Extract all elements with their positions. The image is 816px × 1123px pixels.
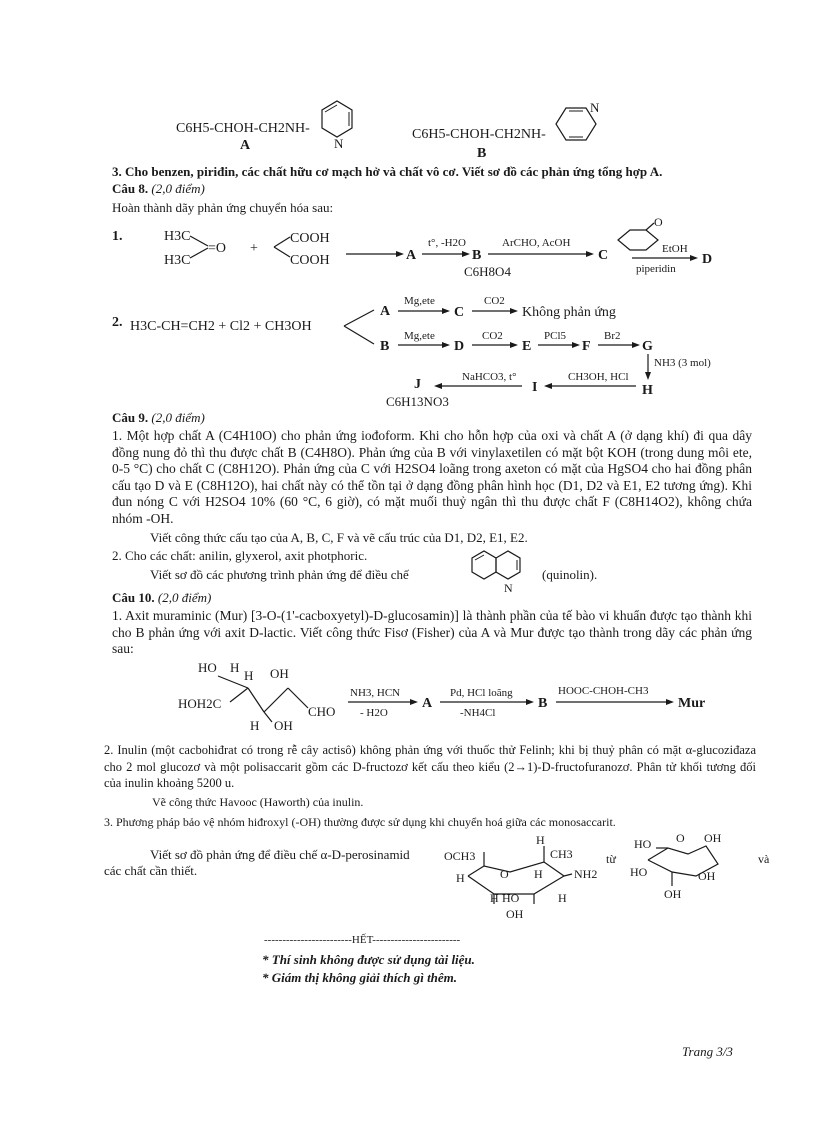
q8-r1-b-formula: C6H8O4 — [464, 264, 511, 279]
q8-r1-cond-cd-bot: piperidin — [636, 263, 676, 275]
q8-r2-B: B — [380, 339, 390, 354]
q8-points: (2,0 điểm) — [151, 181, 205, 196]
sugar-h2: H — [244, 668, 254, 683]
pero-och3: OCH3 — [444, 849, 476, 863]
pero-h-b2: H — [558, 891, 567, 905]
q8-r1-carbonyl: =O — [208, 241, 227, 256]
q8-r1-ch3-bot: H3C — [164, 253, 191, 268]
compound-a-formula: C6H5-CHOH-CH2NH- — [176, 121, 310, 136]
q8-r2-D: D — [454, 339, 465, 354]
note-1: * Thí sinh không được sử dụng tài liệu. — [262, 952, 475, 967]
q10-B: B — [538, 696, 548, 711]
q10-part3c: các chất cần thiết. — [104, 863, 198, 878]
q8-r2-cond-ac: Mg,ete — [404, 295, 435, 307]
q10-heading — [112, 590, 211, 606]
pero-h-mid: H — [534, 867, 543, 881]
pero-nh2: NH2 — [574, 867, 598, 881]
q10-reaction-scheme — [178, 658, 738, 738]
sugar-hoh2c: HOH2C — [178, 696, 222, 711]
q8-r2-E: E — [522, 339, 532, 354]
perosinamid-structure — [444, 832, 614, 922]
compound-b-formula: C6H5-CHOH-CH2NH- — [412, 127, 546, 142]
glu-oh-top: OH — [704, 831, 722, 845]
pero-o: O — [500, 867, 509, 881]
q10-title: Câu 10. — [112, 590, 155, 605]
glucose-structure — [626, 828, 756, 908]
pero-oh: OH — [506, 907, 524, 921]
pero-h-b1: H — [490, 891, 499, 905]
q8-heading — [112, 181, 205, 197]
q8-r2-reactants: H3C-CH=CH2 + Cl2 + CH3OH — [130, 319, 312, 334]
pyridine-n-a: N — [334, 136, 344, 151]
q8-r2-cond-fg: Br2 — [604, 330, 621, 342]
q10-part1: 1. Axit muraminic (Mur) [3-O-(1'-cacboxyetyl)-D-glucosamin)] là thành phần của tế bào vi khuẩn được tạo thành khi cho B phản ứng với axit D-lactic. Viết công thức Fisơ (Fisher) của A và Mur được tạo thành trong dãy các phản ứng sau: — [112, 608, 752, 656]
q8-r1-ketone-o: O — [654, 215, 663, 229]
note-2: * Giám thị không giải thích gì thêm. — [262, 970, 458, 985]
q8-r2-num: 2. — [112, 315, 123, 330]
q8-r2-j-formula: C6H13NO3 — [386, 394, 449, 409]
sugar-h3: H — [250, 718, 260, 733]
q10-cond1-bot: - H2O — [360, 707, 388, 719]
q8-reaction-2 — [112, 292, 732, 410]
from-word: từ — [606, 852, 616, 866]
q8-r2-C: C — [454, 305, 465, 320]
q10-part2: 2. Inulin (một cacbohiđrat có trong rễ cây actisô) không phản ứng với thuốc thử Felinh; khi bị thuỷ phân có mặt α-glucoziđaza cho 2 mol glucozơ và một polisaccarit gồm các D-fructozơ kết cấu theo kiểu (2→1)-D-fructofuranozơ. Phân tử khối tương đối của inulin khoảng 5200 u. — [104, 743, 756, 790]
q8-r2-H: H — [642, 383, 653, 398]
q10-mur: Mur — [678, 696, 706, 711]
q8-r2-cond-de: CO2 — [482, 330, 503, 342]
q9-part2b: Viết sơ đồ các phương trình phản ứng để điều chế — [150, 567, 409, 582]
q8-title: Câu 8. — [112, 181, 149, 196]
pero-ho: HO — [502, 891, 520, 905]
q10-cond2-bot: -NH4Cl — [460, 707, 496, 719]
q10-cond3-top: HOOC-CHOH-CH3 — [558, 685, 649, 697]
q10-A: A — [422, 696, 433, 711]
pyridine-ring-a — [312, 96, 362, 152]
q8-r1-cooh-top: COOH — [290, 231, 330, 246]
q8-r2-cond-gh: NH3 (3 mol) — [654, 357, 711, 369]
sugar-ho: HO — [198, 660, 217, 675]
q9-part2: 2. Cho các chất: anilin, glyxerol, axit photphoric. — [112, 548, 368, 563]
q9-points: (2,0 điểm) — [151, 410, 205, 425]
q8-reaction-1 — [112, 215, 722, 282]
glu-ho-top: HO — [634, 837, 652, 851]
q10-cond1-top: NH3, HCN — [350, 687, 401, 699]
q8-r2-J: J — [414, 377, 421, 392]
sugar-cho: CHO — [308, 704, 336, 719]
q9-heading — [112, 410, 205, 426]
sugar-h1: H — [230, 660, 240, 675]
pyridine-ring-b — [548, 96, 608, 152]
q8-r2-I: I — [532, 380, 538, 395]
glu-ho-left: HO — [630, 865, 648, 879]
pyridine-n-b: N — [590, 100, 600, 115]
q8-r1-cooh-bot: COOH — [290, 253, 330, 268]
q9-title: Câu 9. — [112, 410, 149, 425]
q10-points: (2,0 điểm) — [157, 590, 212, 605]
q8-r2-G: G — [642, 339, 653, 354]
q8-r2-cond-bd: Mg,ete — [404, 330, 435, 342]
quinoline-structure — [466, 548, 546, 598]
q8-r1-cond-ab: t°, -H2O — [428, 237, 467, 249]
glu-oh-right: OH — [698, 869, 716, 883]
q8-r1-plus: + — [250, 241, 258, 256]
q8-r2-cond-c: CO2 — [484, 295, 505, 307]
q8-r1-D: D — [702, 252, 713, 267]
q8-r1-cond-bc: ArCHO, AcOH — [502, 237, 571, 249]
quinoline-n: N — [504, 581, 513, 595]
q8-r2-F: F — [582, 339, 591, 354]
q8-r1-C: C — [598, 248, 609, 263]
q8-r2-A: A — [380, 304, 391, 319]
q8-r1-num: 1. — [112, 229, 123, 244]
glu-o: O — [676, 831, 685, 845]
q7-item3: 3. Cho benzen, piriđin, các chất hữu cơ mạch hở và chất vô cơ. Viết sơ đồ các phản ứng tổng hợp A. — [112, 164, 663, 179]
compound-a-label: A — [240, 138, 251, 153]
q8-r1-B: B — [472, 248, 482, 263]
sugar-oh1: OH — [270, 666, 289, 681]
q10-cond2-top: Pd, HCl loãng — [450, 687, 513, 699]
q8-r2-cond-ef: PCl5 — [544, 330, 567, 342]
and-word: và — [758, 852, 770, 866]
q8-r2-cond-hi: CH3OH, HCl — [568, 371, 629, 383]
pero-ch3: CH3 — [550, 847, 573, 861]
end-line: ------------------------HẾT------------------------ — [264, 934, 461, 946]
q10-part3: 3. Phương pháp bảo vệ nhóm hiđroxyl (-OH) thường được sử dụng khi chuyển hoá giữa các monosaccarit. — [104, 815, 616, 829]
quinoline-label: (quinolin). — [542, 567, 598, 582]
q8-r1-ch3-top: H3C — [164, 229, 191, 244]
pero-h-top: H — [536, 833, 545, 847]
page-number: Trang 3/3 — [682, 1044, 733, 1059]
q9-part1: 1. Một hợp chất A (C4H10O) cho phản ứng iođoform. Khi cho hỗn hợp của oxi và chất A (ở dạng khí) đi qua dây đồng nung đỏ thì thu được chất B (C4H8O). Phản ứng của B với vinylaxetilen có mặt bột KOH (trong dung môi ete, 0-5 °C) cho chất C (C8H12O). Phản ứng của C với H2SO4 loãng trong axeton có mặt của HgSO4 cho hai đồng phân cấu tạo D và E (C8H12O), hai chất này có thể tồn tại ở dạng đồng phân hình học (D1, D2 và E1, E2 tương ứng). Khi đun nóng C với H2SO4 10% (60 °C, 6 giờ), có mặt muối thuỷ ngân thì thu được chất F (C8H14O2), không chứa nhóm -OH. — [112, 428, 752, 526]
q10-part3b: Viết sơ đồ phản ứng để điều chế α-D-perosinamid — [150, 847, 410, 862]
q8-instruction: Hoàn thành dãy phản ứng chuyển hóa sau: — [112, 200, 334, 215]
glu-oh-bottom: OH — [664, 887, 682, 901]
q10-part2b: Vẽ công thức Havooc (Haworth) của inulin. — [152, 795, 364, 809]
q8-r2-no-reaction: Không phản ứng — [522, 305, 616, 320]
sugar-oh2: OH — [274, 718, 293, 733]
q9-part1b: Viết công thức cấu tạo của A, B, C, F và vẽ cấu trúc của D1, D2, E1, E2. — [150, 530, 528, 545]
q8-r1-cond-cd-top: EtOH — [662, 243, 688, 255]
compound-b-label: B — [477, 146, 487, 161]
pero-h-left: H — [456, 871, 465, 885]
q8-r2-cond-ij: NaHCO3, t° — [462, 371, 517, 383]
q8-r1-A: A — [406, 248, 417, 263]
